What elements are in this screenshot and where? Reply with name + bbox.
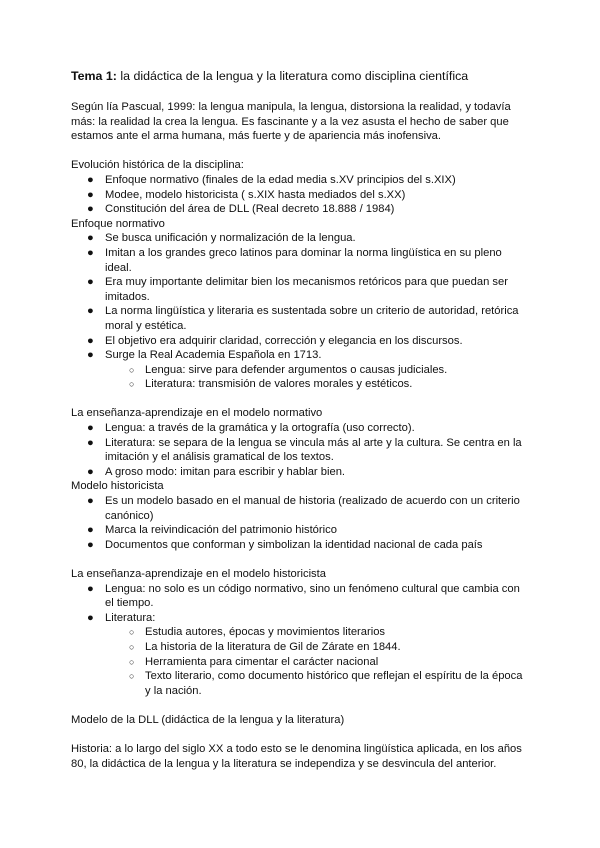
list-item: ● Documentos que conforman y simbolizan la identidad nacional de cada país bbox=[87, 538, 483, 551]
list-item: ● Constitución del área de DLL (Real decreto 18.888 / 1984) bbox=[87, 203, 395, 216]
hollow-bullet-icon: ○ bbox=[129, 656, 135, 667]
bullet-icon: ● bbox=[87, 334, 94, 347]
ense-normativo-heading: La enseñanza-aprendizaje en el modelo normativo bbox=[71, 407, 323, 420]
list-item: ● Lengua: a través de la gramática y la ortografía (uso correcto). bbox=[87, 422, 415, 435]
bullet-icon: ● bbox=[87, 436, 94, 449]
list-item: ● Marca la reivindicación del patrimonio histórico bbox=[87, 524, 337, 537]
sub-list-item: ○ La historia de la literatura de Gil de Zárate en 1844. bbox=[129, 640, 401, 653]
bullet-icon: ● bbox=[87, 305, 94, 318]
evolucion-list bbox=[71, 173, 531, 217]
bullet-icon: ● bbox=[87, 495, 94, 508]
normativo-sublist bbox=[105, 363, 531, 392]
bullet-icon: ● bbox=[87, 538, 94, 551]
historia-paragraph: Historia: a lo largo del siglo XX a todo esto se le denomina lingüística aplicada, en los años 80, la didáctica de la lengua y la literatura se independiza y se desvincula del anterior. bbox=[71, 743, 522, 770]
sub-list-item: ○ Lengua: sirve para defender argumentos o causas judiciales. bbox=[129, 363, 448, 376]
title-label: Tema 1: bbox=[71, 69, 117, 83]
list-item: ● Era muy importante delimitar bien los mecanismos retóricos para que puedan ser imitados. bbox=[87, 276, 508, 303]
hollow-bullet-icon: ○ bbox=[129, 671, 135, 682]
bullet-icon: ● bbox=[87, 246, 94, 259]
ense-historicista-list bbox=[71, 582, 531, 699]
title-text: la didáctica de la lengua y la literatura como disciplina científica bbox=[116, 69, 469, 83]
sub-list-item: ○ Literatura: transmisión de valores morales y estéticos. bbox=[129, 378, 413, 391]
hollow-bullet-icon: ○ bbox=[129, 641, 135, 652]
ense-historicista-heading: La enseñanza-aprendizaje en el modelo historicista bbox=[71, 568, 326, 580]
bullet-icon: ● bbox=[87, 188, 94, 201]
hollow-bullet-icon: ○ bbox=[129, 379, 135, 390]
list-item: ● Enfoque normativo (finales de la edad media s.XV principios del s.XIX) bbox=[87, 173, 456, 186]
page-title bbox=[71, 68, 531, 84]
bullet-icon: ● bbox=[87, 276, 94, 289]
bullet-icon: ● bbox=[87, 582, 94, 595]
list-item: ● Se busca unificación y normalización de la lengua. bbox=[87, 232, 356, 245]
bullet-icon: ● bbox=[87, 232, 94, 245]
modelo-dll-heading: Modelo de la DLL (didáctica de la lengua y la literatura) bbox=[71, 713, 345, 726]
list-item: ● La norma lingüística y literaria es sustentada sobre un criterio de autoridad, retórica moral y estética. bbox=[87, 305, 519, 332]
bullet-icon: ● bbox=[87, 349, 94, 362]
bullet-icon: ● bbox=[87, 611, 94, 624]
intro-paragraph: Según lía Pascual, 1999: la lengua manipula, la lengua, distorsiona la realidad, y todavía más: la realidad la crea la lengua. Es fascinante y a la vez asusta el hecho de saber que estamos ante el arma humana, más fuerte y de apariencia más inofensiva. bbox=[71, 101, 511, 143]
list-item: ● El objetivo era adquirir claridad, corrección y elegancia en los discursos. bbox=[87, 334, 463, 347]
list-item: ● A groso modo: imitan para escribir y hablar bien. bbox=[87, 465, 346, 478]
document-page bbox=[71, 68, 531, 771]
list-item: ● Surge la Real Academia Española en 1713. ○ Lengua: sirve para defender argumentos o causas judiciales. ○ Literatura: transmisión de valores morales y estéticos. bbox=[71, 348, 531, 392]
list-item: ● Literatura: se separa de la lengua se vincula más al arte y la cultura. Se centra en la imitación y el análisis gramatical de los textos. bbox=[87, 436, 522, 464]
hollow-bullet-icon: ○ bbox=[129, 627, 135, 638]
list-item: ● Lengua: no solo es un código normativo, sino un fenómeno cultural que cambia con el tiempo. bbox=[87, 582, 520, 610]
list-item: ● Literatura: ○ Estudia autores, épocas y movimientos literarios ○ La historia de la literatura de Gil de Zárate en 1844. ○ Herramienta para cimentar el carácter nacional ○ Texto literario, como documento histórico que reflejan el espíritu de la época y la nación. bbox=[71, 611, 531, 699]
list-item: ● Es un modelo basado en el manual de historia (realizado de acuerdo con un criterio canónico) bbox=[87, 495, 520, 522]
sub-list-item: ○ Herramienta para cimentar el carácter nacional bbox=[129, 655, 379, 668]
bullet-icon: ● bbox=[87, 203, 94, 216]
list-item: ● Modee, modelo historicista ( s.XIX hasta mediados del s.XX) bbox=[87, 188, 406, 201]
bullet-icon: ● bbox=[87, 173, 94, 186]
normativo-heading: Enfoque normativo bbox=[71, 217, 165, 230]
hollow-bullet-icon: ○ bbox=[129, 364, 135, 375]
ense-normativo-list bbox=[71, 421, 531, 479]
sub-list-item: ○ Estudia autores, épocas y movimientos literarios bbox=[129, 626, 386, 639]
sub-list-item: ○ Texto literario, como documento histórico que reflejan el espíritu de la época y la nación. bbox=[129, 670, 523, 697]
bullet-icon: ● bbox=[87, 422, 94, 435]
historicista-list bbox=[71, 494, 531, 552]
bullet-icon: ● bbox=[87, 465, 94, 478]
historicista-heading: Modelo historicista bbox=[71, 480, 164, 493]
bullet-icon: ● bbox=[87, 524, 94, 537]
normativo-list bbox=[71, 231, 531, 392]
list-item: ● Imitan a los grandes greco latinos para dominar la norma lingüística en su pleno ideal. bbox=[87, 246, 502, 274]
ense-historicista-sublist bbox=[105, 625, 531, 698]
evolucion-heading: Evolución histórica de la disciplina: bbox=[71, 159, 244, 172]
